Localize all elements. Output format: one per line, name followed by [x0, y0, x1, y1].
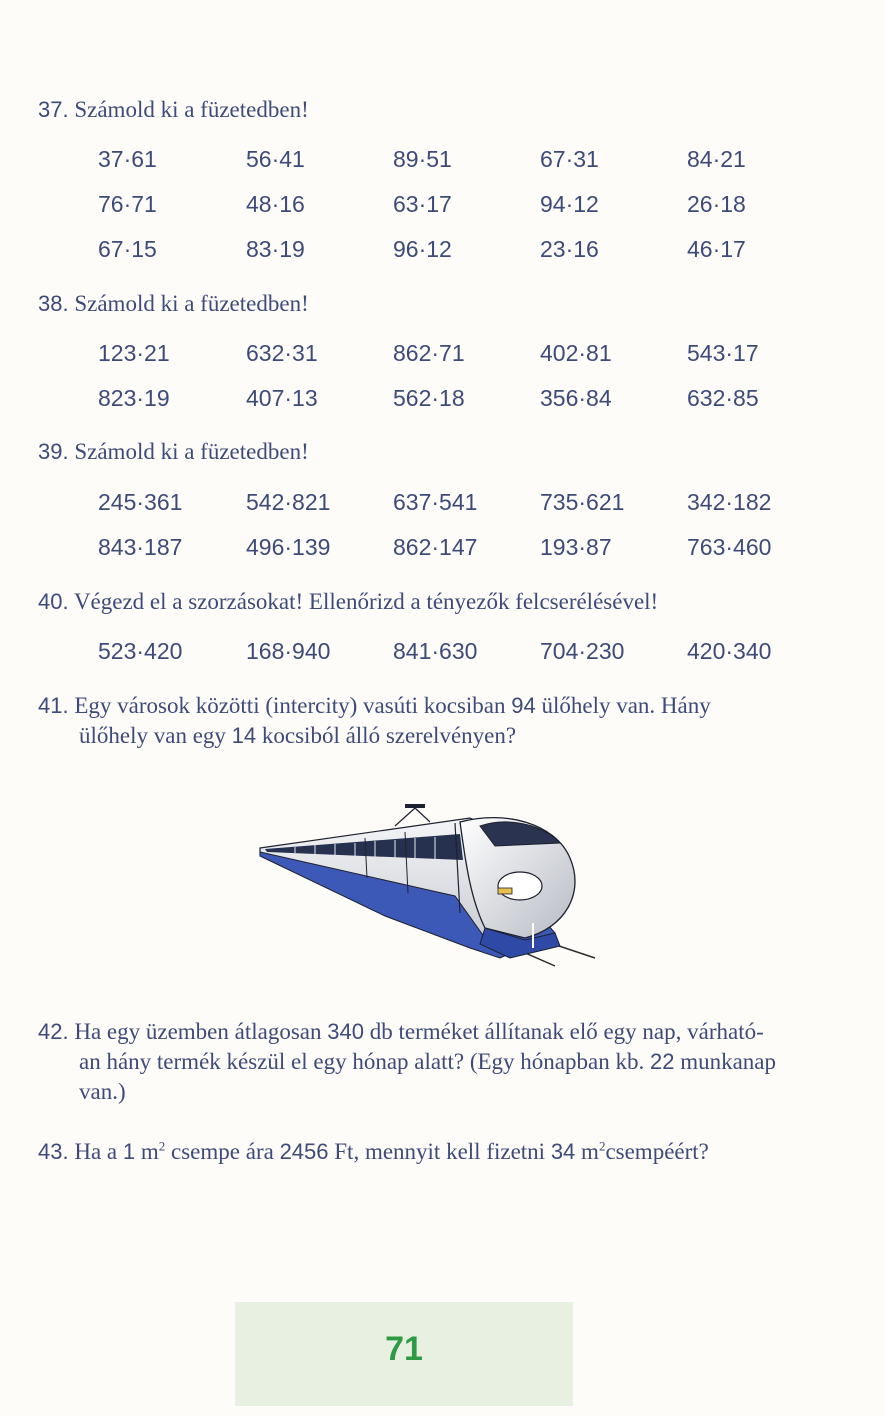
task-text: Számold ki a füzetedben!	[74, 291, 309, 316]
task-text: van.)	[79, 1079, 126, 1104]
task-number: 40.	[38, 589, 69, 614]
task-number: 42.	[38, 1019, 69, 1044]
exercise-cell: 123·21	[98, 340, 170, 366]
task-text: Ft, mennyit kell fizetni	[334, 1139, 546, 1164]
exercise-cell: 632·31	[246, 340, 318, 366]
exercise-cell: 96·12	[393, 236, 452, 262]
exercise-cell: 193·87	[540, 534, 612, 560]
task-43	[38, 1137, 709, 1167]
exercise-cell: 63·17	[393, 191, 452, 217]
exercise-cell: 67·15	[98, 236, 157, 262]
task-number-value: 1	[122, 1139, 136, 1164]
task-number: 38.	[38, 291, 69, 316]
task-number: 43.	[38, 1139, 69, 1164]
exercise-cell: 83·19	[246, 236, 305, 262]
exercise-cell: 48·16	[246, 191, 305, 217]
task-39-heading	[38, 437, 309, 467]
exercise-cell: 862·71	[393, 340, 465, 366]
exercise-cell: 562·18	[393, 385, 465, 411]
exercise-cell: 67·31	[540, 146, 599, 172]
exercise-cell: 862·147	[393, 534, 478, 560]
exercise-cell: 46·17	[687, 236, 746, 262]
exercise-cell: 26·18	[687, 191, 746, 217]
task-37-heading	[38, 95, 309, 125]
exercise-cell: 523·420	[98, 638, 183, 664]
unit: $m^2$	[581, 1138, 606, 1164]
task-number-value: 2456	[279, 1139, 329, 1164]
task-text: an hány termék készül el egy hónap alatt? (Egy hónapban kb.	[79, 1049, 645, 1074]
exercise-cell: 89·51	[393, 146, 452, 172]
exercise-cell: 37·61	[98, 146, 157, 172]
task-text: ülőhely van. Hány	[541, 693, 711, 718]
exercise-cell: 56·41	[246, 146, 305, 172]
exercise-cell: 245·361	[98, 489, 183, 515]
task-text: Számold ki a füzetedben!	[74, 439, 309, 464]
exercise-cell: 342·182	[687, 489, 772, 515]
task-number: 37.	[38, 97, 69, 122]
exercise-cell: 496·139	[246, 534, 331, 560]
exercise-cell: 823·19	[98, 385, 170, 411]
exercise-cell: 735·621	[540, 489, 625, 515]
task-text: munkanap	[680, 1049, 777, 1074]
exercise-cell: 94·12	[540, 191, 599, 217]
task-continuation	[38, 721, 711, 751]
train-illustration	[255, 798, 600, 973]
exercise-cell: 407·13	[246, 385, 318, 411]
task-number: 39.	[38, 439, 69, 464]
task-text: ülőhely van egy	[79, 723, 226, 748]
task-text: Ha egy üzemben átlagosan	[74, 1019, 322, 1044]
task-40-heading	[38, 587, 658, 617]
exercise-cell: 168·940	[246, 638, 331, 664]
exercise-cell: 76·71	[98, 191, 157, 217]
page-number: 71	[385, 1330, 423, 1368]
unit: $m^2$	[140, 1138, 166, 1164]
task-continuation	[38, 1077, 776, 1107]
exercise-cell: 84·21	[687, 146, 746, 172]
task-number-value: 340	[327, 1019, 364, 1044]
exercise-cell: 763·460	[687, 534, 772, 560]
task-text: Végezd el a szorzásokat! Ellenőrizd a tényezők felcserélésével!	[73, 589, 659, 614]
task-number-value: 22	[649, 1049, 675, 1074]
task-continuation	[38, 1047, 776, 1077]
exercise-cell: 841·630	[393, 638, 478, 664]
exercise-cell: 704·230	[540, 638, 625, 664]
page-number-box	[235, 1302, 573, 1406]
exercise-cell: 402·81	[540, 340, 612, 366]
exercise-cell: 542·821	[246, 489, 331, 515]
task-number-value: 14	[231, 723, 257, 748]
task-text: Egy városok közötti (intercity) vasúti kocsiban	[74, 693, 506, 718]
task-text: csempéért?	[605, 1139, 709, 1164]
exercise-cell: 632·85	[687, 385, 759, 411]
task-text: Számold ki a füzetedben!	[74, 97, 309, 122]
task-number: 41.	[38, 693, 69, 718]
task-text: csempe ára	[171, 1139, 274, 1164]
task-41	[38, 691, 711, 751]
task-text: db terméket állítanak elő egy nap, várható-	[369, 1019, 764, 1044]
task-38-heading	[38, 289, 309, 319]
task-text: kocsiból álló szerelvényen?	[261, 723, 517, 748]
exercise-cell: 637·541	[393, 489, 478, 515]
exercise-cell: 23·16	[540, 236, 599, 262]
task-42	[38, 1017, 776, 1107]
exercise-cell: 543·17	[687, 340, 759, 366]
exercise-cell: 356·84	[540, 385, 612, 411]
task-number-value: 34	[550, 1139, 576, 1164]
exercise-cell: 420·340	[687, 638, 772, 664]
task-number-value: 94	[511, 693, 536, 718]
task-text: Ha a	[74, 1139, 118, 1164]
exercise-cell: 843·187	[98, 534, 183, 560]
